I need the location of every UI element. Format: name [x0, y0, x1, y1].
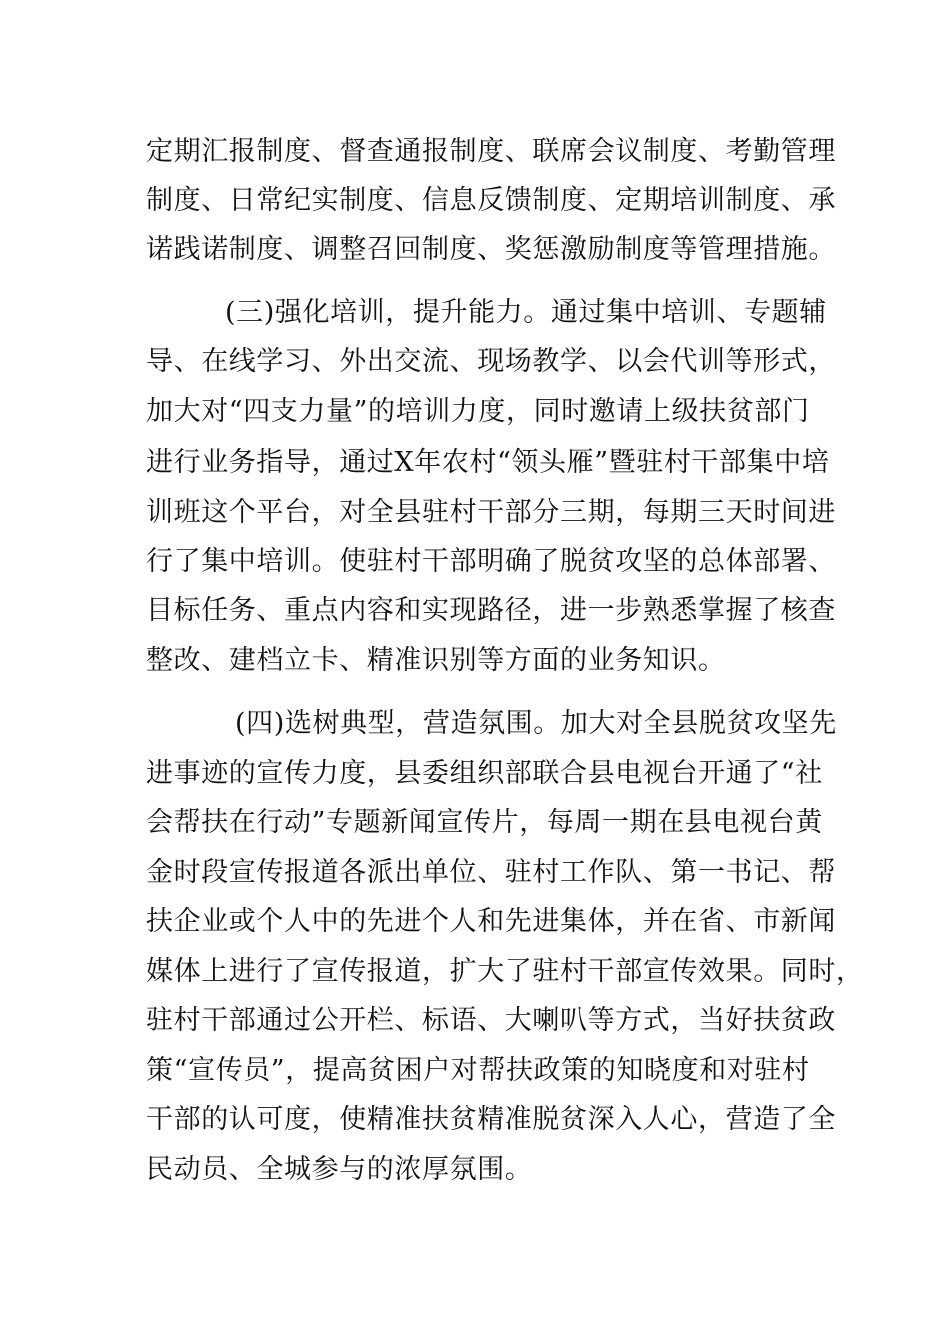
section-heading-line: (三)强化培训，提升能力。通过集中培训、专题辅 [225, 297, 827, 328]
text-line: 目标任务、重点内容和实现路径，进一步熟悉掌握了核查 [146, 595, 836, 626]
text-line: 诺践诺制度、调整召回制度、奖惩激励制度等管理措施。 [146, 234, 836, 265]
text-line: 策“宣传员”，提高贫困户对帮扶政策的知晓度和对驻村 [146, 1055, 810, 1086]
text-line: 定期汇报制度、督查通报制度、联席会议制度、考勤管理 [146, 136, 836, 167]
text-line: 导、在线学习、外出交流、现场教学、以会代训等形式， [146, 346, 836, 377]
text-line: 干部的认可度，使精准扶贫精准脱贫深入人心，营造了全 [146, 1104, 836, 1135]
text-line: 加大对“四支力量”的培训力度，同时邀请上级扶贫部门 [146, 396, 810, 427]
text-line: 进行业务指导，通过X年农村“领头雁”暨驻村干部集中培 [146, 447, 830, 478]
text-line: 整改、建档立卡、精准识别等方面的业务知识。 [146, 645, 726, 676]
text-line: 媒体上进行了宣传报道，扩大了驻村干部宣传效果。同时， [146, 956, 864, 987]
text-line: 扶企业或个人中的先进个人和先进集体，并在省、市新闻 [146, 906, 836, 937]
text-line: 进事迹的宣传力度，县委组织部联合县电视台开通了“社 [146, 758, 823, 789]
text-line: 驻村干部通过公开栏、标语、大喇叭等方式，当好扶贫政 [146, 1005, 836, 1036]
text-line: 制度、日常纪实制度、信息反馈制度、定期培训制度、承 [146, 185, 836, 216]
text-line: 训班这个平台，对全县驻村干部分三期，每期三天时间进 [146, 497, 836, 528]
section-heading-line: (四)选树典型，营造氛围。加大对全县脱贫攻坚先 [235, 708, 837, 739]
text-line: 会帮扶在行动”专题新闻宣传片，每周一期在县电视台黄 [146, 807, 823, 838]
text-line: 民动员、全城参与的浓厚氛围。 [146, 1154, 533, 1185]
text-line: 金时段宣传报道各派出单位、驻村工作队、第一书记、帮 [146, 857, 836, 888]
text-line: 行了集中培训。使驻村干部明确了脱贫攻坚的总体部署、 [146, 546, 836, 577]
